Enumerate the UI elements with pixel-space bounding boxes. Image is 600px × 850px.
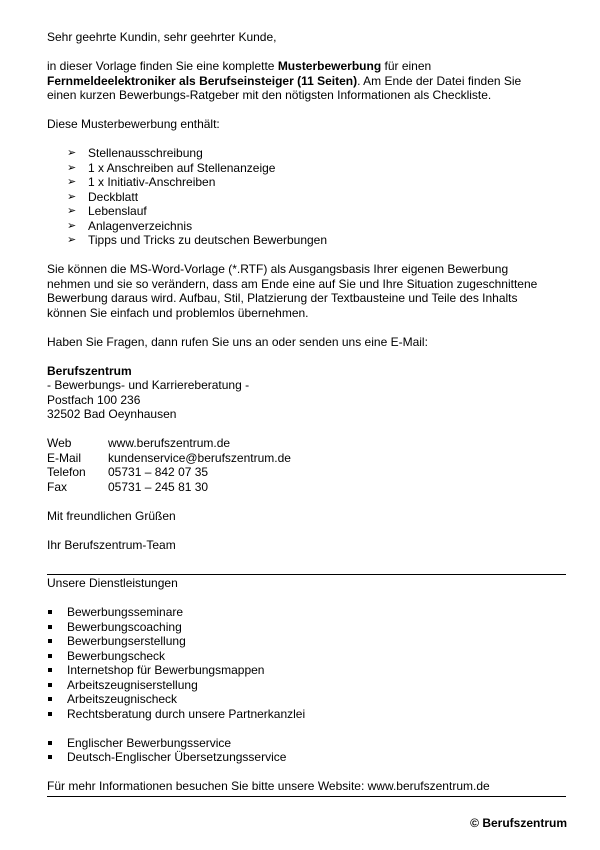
intro-text-4: einen kurzen Bewerbungs-Ratgeber mit den nötigsten Informationen als Checkliste. (47, 88, 492, 102)
list-item: Rechtsberatung durch unsere Partnerkanzlei (47, 707, 567, 722)
contact-value: 05731 – 842 07 35 (108, 465, 209, 479)
contact-label: Web (47, 436, 72, 450)
arrow-bullet-icon: ➢ (67, 234, 77, 246)
company-name: Berufszentrum (47, 363, 132, 378)
contact-row-fax (47, 480, 567, 495)
square-bullet-icon (48, 712, 52, 716)
arrow-bullet-icon: ➢ (67, 161, 77, 174)
contact-row-phone (47, 465, 567, 480)
list-item: ➢ Tipps und Tricks zu deutschen Bewerbungen (67, 233, 328, 247)
contact-row-email (47, 451, 567, 466)
city: 32502 Bad Oeynhausen (47, 407, 177, 421)
intro-bold-job: Fernmeldeelektroniker als Berufseinsteiger (11 Seiten) (47, 73, 358, 88)
square-bullet-icon (48, 654, 52, 658)
usage-paragraph: Sie können die MS-Word-Vorlage (*.RTF) als Ausgangsbasis Ihrer eigenen Bewerbung nehmen und sie so verändern, dass am Ende eine auf Sie und Ihre Situation zugeschnittene Bewerbung daraus wird. Aufbau, Stil, Platzierung der Textbausteine und Teile des Inhalts können Sie einfach und problemlos übernehmen. (47, 262, 538, 320)
intro-text-3: . Am Ende der Datei finden Sie (357, 73, 522, 88)
arrow-bullet-icon: ➢ (67, 176, 77, 188)
list-item: Deutsch-Englischer Übersetzungsservice (47, 750, 567, 765)
list-item: ➢ Anlagenverzeichnis (67, 218, 193, 233)
address-block (47, 364, 567, 422)
list-item: Bewerbungscheck (47, 649, 567, 664)
list-item: Bewerbungscoaching (47, 620, 567, 635)
square-bullet-icon (48, 755, 52, 759)
more-info-line: Für mehr Informationen besuchen Sie bitte unsere Website: www.berufszentrum.de (47, 779, 490, 793)
list-item: ➢ Lebenslauf (67, 204, 147, 218)
square-bullet-icon (48, 639, 52, 643)
list-item: Arbeitszeugniserstellung (47, 678, 567, 693)
intro-text-2: für einen (381, 59, 432, 73)
arrow-bullet-icon: ➢ (67, 190, 77, 203)
list-item: ➢ Stellenausschreibung (67, 146, 203, 160)
arrow-bullet-icon: ➢ (67, 219, 77, 232)
contact-value: kundenservice@berufszentrum.de (108, 450, 291, 465)
square-bullet-icon (48, 668, 52, 672)
arrow-bullet-icon: ➢ (67, 205, 77, 217)
contents-list (47, 146, 567, 248)
copyright-notice: © Berufszentrum (470, 816, 567, 830)
contact-table (47, 436, 567, 494)
questions-line: Haben Sie Fragen, dann rufen Sie uns an oder senden uns eine E-Mail: (47, 334, 428, 349)
list-item: ➢ 1 x Initiativ-Anschreiben (67, 175, 216, 189)
square-bullet-icon (48, 683, 52, 687)
list-item: Englischer Bewerbungsservice (47, 736, 567, 751)
list-item: Bewerbungserstellung (47, 634, 567, 649)
services-list-primary (47, 605, 567, 721)
square-bullet-icon (48, 625, 52, 629)
divider-top (47, 574, 566, 575)
document-page (47, 30, 567, 797)
salutation: Sehr geehrte Kundin, sehr geehrter Kunde, (47, 30, 277, 44)
list-item: Arbeitszeugnischeck (47, 692, 567, 707)
intro-paragraph (47, 59, 567, 103)
services-list-translation (47, 736, 567, 765)
services-heading: Unsere Dienstleistungen (47, 576, 178, 590)
intro-bold-product: Musterbewerbung (277, 59, 382, 73)
signature: Ihr Berufszentrum-Team (47, 537, 176, 552)
company-tagline: - Bewerbungs- und Karriereberatung - (47, 378, 250, 392)
contents-heading: Diese Musterbewerbung enthält: (47, 117, 220, 131)
list-item: ➢ Deckblatt (67, 189, 139, 204)
contact-value: 05731 – 245 81 30 (108, 479, 209, 494)
list-item: ➢ 1 x Anschreiben auf Stellenanzeige (67, 160, 276, 175)
square-bullet-icon (48, 697, 52, 701)
divider-bottom (47, 796, 566, 797)
postbox: Postfach 100 236 (47, 392, 141, 407)
list-item: Internetshop für Bewerbungsmappen (47, 663, 567, 678)
contact-label: E-Mail (47, 450, 82, 465)
contact-value: www.berufszentrum.de (108, 436, 231, 450)
square-bullet-icon (48, 610, 52, 614)
contact-label: Telefon (47, 465, 86, 479)
contact-label: Fax (47, 479, 68, 494)
contact-row-web (47, 436, 567, 451)
closing: Mit freundlichen Grüßen (47, 508, 176, 523)
square-bullet-icon (48, 741, 52, 745)
list-item: Bewerbungsseminare (47, 605, 567, 620)
arrow-bullet-icon: ➢ (67, 147, 77, 159)
intro-text-1: in dieser Vorlage finden Sie eine komplette (47, 59, 278, 73)
